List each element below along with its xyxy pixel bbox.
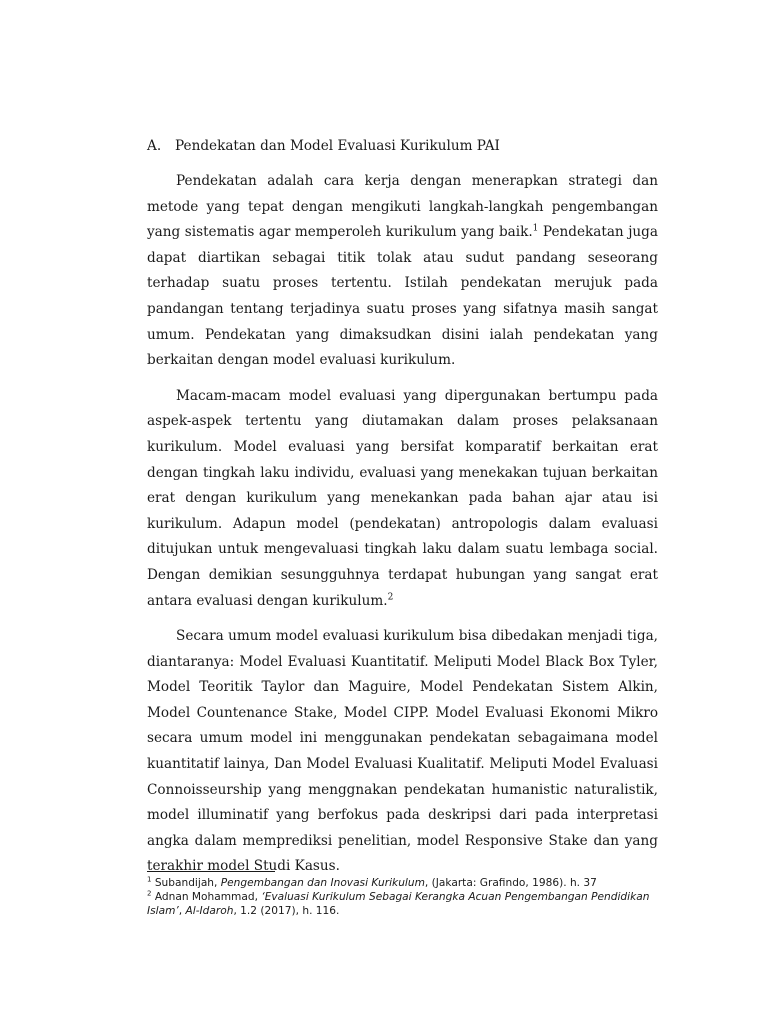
paragraph-3 <box>147 624 658 880</box>
footnote-2-journal: Al-Idaroh <box>185 905 234 917</box>
paragraph-1-text-b: Pendekatan juga dapat diartikan sebagai titik tolak atau sudut pandang seseorang terhadap suatu proses tertentu. Istilah pendekatan merujuk pada pandangan tentang terjadinya suatu proses yang sifatnya masih sangat umum. Pendekatan yang dimaksudkan disini ialah pendekatan yang berkaitan dengan model evaluasi kurikulum. <box>147 224 658 369</box>
footnote-separator <box>147 871 275 872</box>
paragraph-1-text-a: Pendekatan adalah cara kerja dengan menerapkan strategi dan metode yang tepat dengan mengikuti langkah-langkah pengembangan yang sistematis agar memperoleh kurikulum yang baik. <box>147 173 658 241</box>
section-number: A. <box>147 138 162 154</box>
footnotes <box>147 876 658 918</box>
footnote-1-author: Subandijah, <box>151 877 221 889</box>
footnote-2-sep: , <box>178 905 186 917</box>
paragraph-2-text: Macam-macam model evaluasi yang dipergunakan bertumpu pada aspek-aspek tertentu yang diutamakan dalam proses pelaksanaan kurikulum. Model evaluasi yang bersifat komparatif berkaitan erat dengan tingkah laku individu, evaluasi yang menekakan tujuan berkaitan erat dengan kurikulum yang menekankan pada bahan ajar atau isi kurikulum. Adapun model (pendekatan) antropologis dalam evaluasi ditujukan untuk mengevaluasi tingkah laku dalam suatu lembaga social. Dengan demikian sesungguhnya terdapat hubungan yang sangat erat antara evaluasi dengan kurikulum. <box>147 387 658 609</box>
footnote-2-title: ‘Evaluasi Kurikulum Sebagai Kerangka Acuan Pengembangan Pendidikan Islam’ <box>147 891 650 917</box>
footnote-2-number: 2 <box>147 889 152 898</box>
body-text <box>147 133 658 890</box>
footnote-ref-2[interactable]: 2 <box>387 591 394 602</box>
paragraph-3-text: Secara umum model evaluasi kurikulum bisa dibedakan menjadi tiga, diantaranya: Model Evaluasi Kuantitatif. Meliputi Model Black Box Tyler, Model Teoritik Taylor dan Maguire, Model Pendekatan Sistem Alkin, Model Countenance Stake, Model CIPP. Model Evaluasi Ekonomi Mikro secara umum model ini menggunakan pendekatan sebagaimana model kuantitatif lainya, Dan Model Evaluasi Kualitatif. Meliputi Model Evaluasi Connoisseurship yang menggnakan pendekatan humanistic naturalistik, model illuminatif yang berfokus pada deskripsi dari pada interpretasi angka dalam memprediksi penelitian, model Responsive Stake dan yang terakhir model Studi Kasus. <box>147 628 658 875</box>
footnote-2-rest: , 1.2 (2017), h. 116. <box>233 905 340 917</box>
footnote-2-author: Adnan Mohammad, <box>151 891 262 903</box>
section-title: Pendekatan dan Model Evaluasi Kurikulum PAI <box>175 138 500 154</box>
paragraph-2 <box>147 384 658 614</box>
footnote-ref-1[interactable]: 1 <box>532 223 539 234</box>
footnote-2 <box>147 890 658 918</box>
paragraph-1 <box>147 169 658 374</box>
footnote-1-rest: , (Jakarta: Grafindo, 1986). h. 37 <box>424 877 597 889</box>
section-heading <box>147 133 658 159</box>
footnote-1-number: 1 <box>147 875 152 884</box>
footnote-1-title: Pengembangan dan Inovasi Kurikulum <box>220 877 425 889</box>
footnote-1 <box>147 876 658 890</box>
